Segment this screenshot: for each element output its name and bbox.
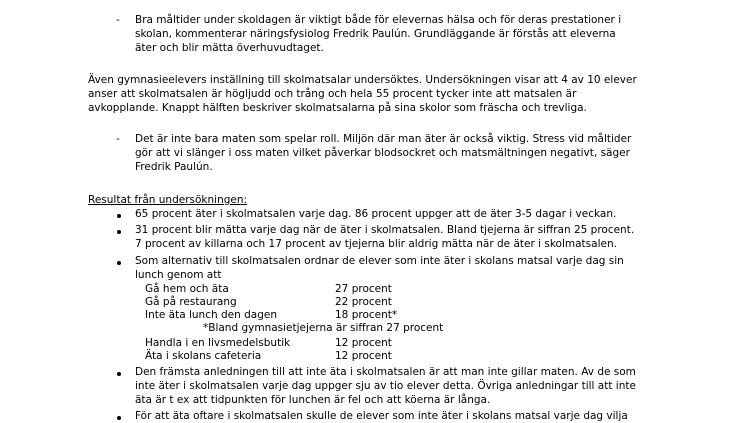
paragraph-line-2: anser att skolmatsalen är höglju​dd och trång och hela 55 procent tycker inte att matsalen är [88,88,577,100]
bullet-3-line-1: Som alternativ till skolmatsalen ordnar de elever som inte äter i skolans matsal varje dag sin [135,255,624,267]
bullet-2-line-2: 7 procent av killarna och 17 procent av tjejerna blir aldrig mätta när de äter i skolmatsalen. [135,238,617,250]
alt-label: Handla i en livsmedelsbutik [145,337,291,349]
quote2-dash: - [116,133,120,145]
alt-label: Äta i skolans cafeteria [145,350,262,362]
quote2-line-2: gör att vi slänger i oss maten vilket påverkar blodsockret och matsmältningen negativt, säger [135,147,630,159]
paragraph-line-1: Även gymnasieelevers inställning till skolmatsalar undersöktes. Undersökningen visar att 4 av 10 elever [88,74,637,86]
footnote: *Bland gymnasietjejerna är siffran 27 procent [203,322,444,334]
bullet-1-line-1: 65 procent äter i skolmatsalen varje dag. 86 procent uppger att de äter 3-5 dagar i veckan. [135,208,617,220]
quote2-line-3: Fredrik Paulún. [135,161,213,173]
bullet-dot [117,372,121,376]
alt-value: 22 procent [335,296,392,308]
alt-label: Gå hem och äta [145,283,229,295]
alt-value: 12 procent [335,337,392,349]
results-heading: Resultat från undersökningen: [88,194,248,206]
alt-value: 27 procent [335,283,392,295]
alt-label: Inte äta lunch den dagen [145,309,277,321]
paragraph-line-3: avkopplande. Knappt hälften beskriver skolmatsalarna på sina skolor som fräscha och trevliga. [88,102,587,114]
bullet-2-line-1: 31 procent blir mätta varje dag när de äter i skolmatsalen. Bland tjejerna är siffran 25 procent. [135,224,635,236]
quote1-line-3: äter och blir mätta överhuvudtaget. [135,42,324,54]
quote2-line-1: Det är inte bara maten som spelar roll. Miljön där man äter är också viktig. Stress vid måltider [135,133,632,145]
quote1-line-1: Bra måltider under skoldagen är viktigt både för elevernas hälsa och för deras prestationer i [135,14,622,26]
bullet-5-line-1: För att äta oftare i skolmatsalen skulle de elever som inte äter i skolans matsal varje dag vilja [135,410,628,422]
bullet-4-line-1: Den främsta anledningen till att inte äta i skolmatsalen är att man inte gillar maten. Av de som [135,366,636,378]
quote1-line-2: skolan, kommenterar näringsfysiolog Fredrik Paulún. Grundläggande är förstås att eleverna [135,28,616,40]
bullet-dot [117,416,121,420]
bullet-3-line-2: lunch genom att [135,269,222,281]
bullet-dot [117,214,121,218]
alt-label: Gå på restaurang [145,296,237,308]
bullet-4-line-2: inte äter i skolmatsalen varje dag uppger sju av tio elever detta. Övriga anledningar till att inte [135,380,636,392]
bullet-dot [117,230,121,234]
bullet-dot [117,261,121,265]
quote1-dash: - [116,14,120,26]
alt-value: 18 procent* [335,309,398,321]
bullet-4-line-3: äta är t ex att tidpunkten för lunchen är fel och att köerna är långa. [135,394,491,406]
alt-value: 12 procent [335,350,392,362]
